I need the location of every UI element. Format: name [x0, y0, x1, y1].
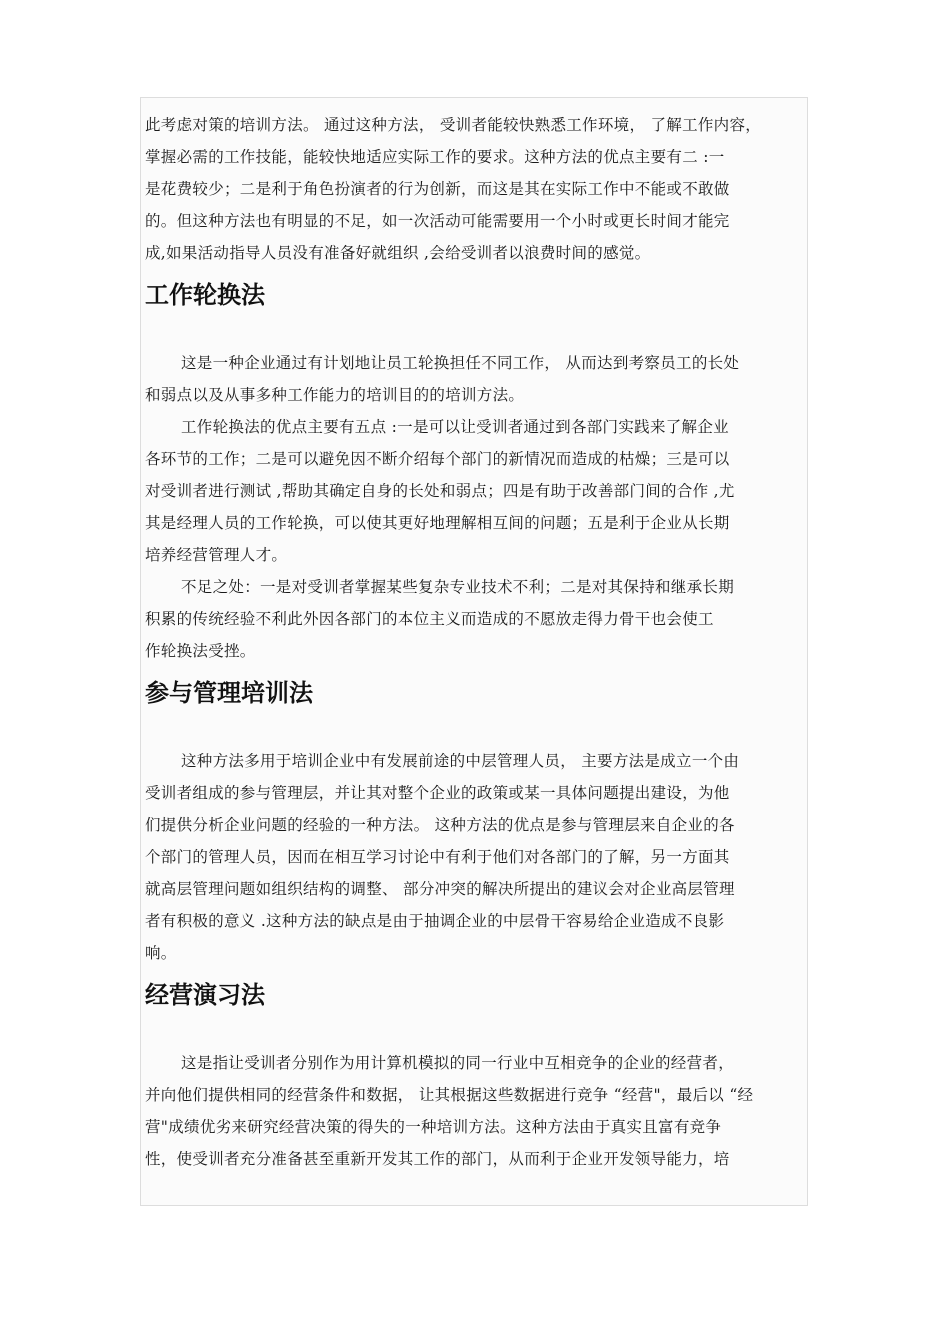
- business-game-paragraph: [145, 1047, 808, 1175]
- participation-paragraph: [145, 745, 808, 969]
- paragraph-line: 积累的传统经验不利此外因各部门的本位主义而造成的不愿放走得力骨干也会使工: [145, 610, 714, 628]
- paragraph-line: 掌握必需的工作技能，能较快地适应实际工作的要求。这种方法的优点主要有二 :一: [145, 148, 725, 166]
- paragraph-line: 培养经营管理人才。: [145, 546, 288, 564]
- paragraph-line: 成,如果活动指导人员没有准备好就组织 ,会给受训者以浪费时间的感觉。: [145, 244, 651, 262]
- document-page: [140, 97, 808, 1206]
- paragraph-line: 这种方法多用于培训企业中有发展前途的中层管理人员， 主要方法是成立一个由: [181, 752, 740, 770]
- paragraph-line: 工作轮换法的优点主要有五点 :一是可以让受训者通过到各部门实践来了解企业: [181, 418, 729, 436]
- paragraph-line: 者有积极的意义 .这种方法的缺点是由于抽调企业的中层骨干容易给企业造成不良影: [145, 912, 725, 930]
- section-heading-participation: 参与管理培训法: [145, 679, 313, 707]
- paragraph-line: 是花费较少；二是利于角色扮演者的行为创新，而这是其在实际工作中不能或不敢做: [145, 180, 730, 198]
- paragraph-line: 作轮换法受挫。: [145, 642, 256, 660]
- paragraph-line: 这是指让受训者分别作为用计算机模拟的同一行业中互相竞争的企业的经营者，: [181, 1054, 735, 1072]
- paragraph-line: 和弱点以及从事多种工作能力的培训目的的培训方法。: [145, 386, 525, 404]
- paragraph-line: 不足之处：一是对受训者掌握某些复杂专业技术不利；二是对其保持和继承长期: [181, 578, 735, 596]
- paragraph-line: 这是一种企业通过有计划地让员工轮换担任不同工作， 从而达到考察员工的长处: [181, 354, 740, 372]
- paragraph-line: 营"成绩优劣来研究经营决策的得失的一种培训方法。这种方法由于真实且富有竞争: [145, 1118, 722, 1136]
- paragraph-line: 响。: [145, 944, 177, 962]
- paragraph-line: 就高层管理问题如组织结构的调整、 部分冲突的解决所提出的建议会对企业高层管理: [145, 880, 735, 898]
- paragraph-line: 受训者组成的参与管理层，并让其对整个企业的政策或某一具体问题提出建设，为他: [145, 784, 730, 802]
- rotation-paragraphs: [145, 347, 808, 667]
- intro-paragraph: [145, 109, 808, 269]
- section-heading-rotation: 工作轮换法: [145, 281, 265, 309]
- paragraph-line: 的。但这种方法也有明显的不足，如一次活动可能需要用一个小时或更长时间才能完: [145, 212, 730, 230]
- paragraph-line: 对受训者进行测试 ,帮助其确定自身的长处和弱点；四是有助于改善部门间的合作 ,尤: [145, 482, 735, 500]
- paragraph-line: 此考虑对策的培训方法。 通过这种方法， 受训者能较快熟悉工作环境， 了解工作内容，: [145, 116, 762, 134]
- document-content: [145, 109, 808, 1175]
- paragraph-line: 性，使受训者充分准备甚至重新开发其工作的部门，从而利于企业开发领导能力，培: [145, 1150, 730, 1168]
- paragraph-line: 们提供分析企业问题的经验的一种方法。 这种方法的优点是参与管理层来自企业的各: [145, 816, 735, 834]
- paragraph-line: 各环节的工作；二是可以避免因不断介绍每个部门的新情况而造成的枯燥；三是可以: [145, 450, 730, 468]
- section-heading-business-game: 经营演习法: [145, 981, 265, 1009]
- paragraph-line: 并向他们提供相同的经营条件和数据， 让其根据这些数据进行竞争 “经营"，最后以 “经: [145, 1086, 754, 1104]
- paragraph-line: 个部门的管理人员，因而在相互学习讨论中有利于他们对各部门的了解，另一方面其: [145, 848, 730, 866]
- paragraph-line: 其是经理人员的工作轮换，可以使其更好地理解相互间的问题；五是利于企业从长期: [145, 514, 730, 532]
